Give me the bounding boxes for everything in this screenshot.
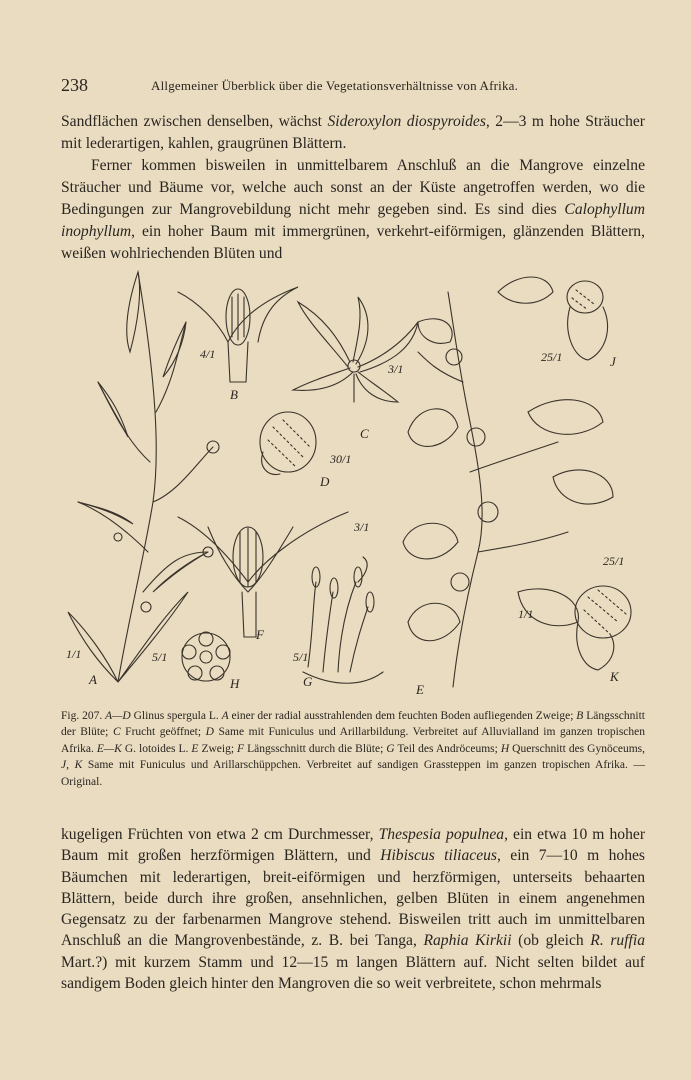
text-run: Glinus spergula L. (130, 710, 222, 722)
italic-term: D (205, 726, 214, 739)
scale-H: 5/1 (152, 650, 168, 664)
drawing-D-seed (260, 412, 316, 475)
text-run: kugeligen Früchten von etwa 2 cm Durchmesser, (61, 826, 379, 843)
text-run: Teil des Andröceums; (394, 742, 501, 755)
body-text-bottom (61, 824, 645, 994)
page-header (61, 75, 646, 97)
text-run: , ein etwa 10 m hoher Baum mit großen herzförmigen Blättern, und (61, 826, 646, 865)
botanical-illustration (58, 262, 648, 702)
italic-term: Raphia Kirkii (423, 932, 512, 950)
figure-caption (61, 708, 645, 790)
drawing-B-flower-section (178, 287, 298, 382)
paragraph (61, 111, 645, 155)
paragraph (61, 824, 645, 994)
italic-term: A (221, 710, 229, 722)
text-run: Fig. 207. (61, 710, 106, 722)
text-run: Zweig; (198, 742, 238, 755)
text-run: Querschnitt des Gynöceums, (509, 742, 645, 755)
scale-B: 4/1 (200, 347, 216, 361)
page-number: 238 (61, 75, 88, 95)
figure-label-C: C (360, 426, 369, 441)
italic-term: F (237, 742, 245, 755)
scale-F: 3/1 (354, 520, 370, 534)
scale-D: 30/1 (330, 452, 352, 466)
italic-term: Hibiscus tiliaceus (380, 847, 497, 865)
figure-label-G: G (303, 674, 313, 689)
figure-label-A: A (89, 672, 97, 687)
italic-term: G (386, 742, 395, 755)
running-head: Allgemeiner Überblick über die Vegetationsverhältnisse von Afrika. (151, 78, 519, 93)
italic-term: Calophyllum inophyllum (61, 201, 645, 240)
scale-J: 25/1 (541, 350, 563, 364)
text-run: Same mit Funiculus und Arillarbildung. Verbreitet auf Alluvialland im ganzen tropischen Afrika. (61, 726, 646, 755)
italic-term: C (112, 726, 121, 739)
italic-term: E—K (96, 742, 122, 755)
figure-label-H: H (230, 676, 240, 691)
text-run: Sandflächen zwischen denselben, wächst (61, 113, 328, 130)
drawing-K-seed (575, 586, 631, 670)
text-run: Längsschnitt durch die Blüte; (244, 742, 387, 755)
scale-G: 5/1 (293, 650, 309, 664)
text-run: , ein hoher Baum mit immergrünen, verkehrt-eiförmigen, glänzenden Blättern, weißen wohlriechenden Blüten und (61, 223, 645, 262)
text-run: Same mit Funiculus und Arillarschüppchen. Verbreitet auf sandigen Grassteppen im ganzen tropischen Afrika. — Original. (61, 759, 645, 788)
figure-label-J: J (610, 354, 616, 369)
scale-E: 1/1 (518, 607, 534, 621)
text-run: G. lotoides L. (121, 742, 192, 755)
figure-label-D: D (320, 474, 330, 489)
drawing-J-seed (567, 281, 608, 360)
drawing-E-branch (403, 277, 613, 687)
text-run: , ein 7—10 m hohes Bäumchen mit lederartigen, breit-eiförmigen und herzförmigen, unterseits behaarten Blättern, beide durch ihre großen, ansehnlichen, gelben Blüten in einem angenehmen Gegensatz zu der farbenarmen Mangrove stehend. Bisweilen tritt auch im unmittelbaren Anschluß an die Mangrovenbestände, z. B. bei Tanga, (61, 847, 645, 950)
italic-term: E (191, 742, 199, 755)
caption-text (61, 710, 645, 788)
text-run: Ferner kommen bisweilen in unmittelbarem Anschluß an die Mangrove einzelne Sträucher und Bäume vor, welche auch sonst an der Küste angetroffen werden, wo die Bedingungen zur Mangrovebildung nicht mehr gegeben sind. Es sind dies (61, 157, 645, 218)
figure-label-B: B (230, 387, 238, 402)
text-run: Mart.?) mit kurzem Stamm und 12—15 m langen Blättern auf. Nicht selten bildet auf sandigem Boden gleich hinter den Mangroven die so weit verbreitete, schon mehrmals (61, 953, 645, 993)
drawing-H-cross-section (182, 632, 230, 681)
text-run: Frucht geöffnet; (120, 726, 206, 739)
italic-term: J, K (61, 759, 83, 772)
drawing-F-flower-section (178, 512, 348, 637)
figure-label-E: E (416, 682, 424, 697)
italic-term: B (576, 710, 584, 722)
drawing-A-branch (68, 272, 219, 682)
drawing-G-stamens (303, 557, 383, 683)
text-run: (ob gleich (511, 932, 591, 950)
botanical-figure (58, 262, 648, 702)
figure-label-K: K (610, 669, 619, 684)
text-run: Längsschnitt der Blüte; (61, 710, 645, 739)
italic-term: Sideroxylon diospyroides (327, 113, 486, 130)
italic-term: H (500, 742, 510, 755)
text-run: , 2—3 m hohe Sträucher mit lederartigen, kahlen, graugrünen Blättern. (61, 113, 645, 152)
figure-label-F: F (256, 627, 264, 642)
paragraph (61, 155, 645, 265)
italic-term: A—D (105, 710, 131, 722)
scale-A: 1/1 (66, 647, 82, 661)
text-run: einer der radial ausstrahlenden dem feuchten Boden aufliegenden Zweige; (228, 710, 577, 722)
italic-term: Thespesia populnea (378, 826, 505, 843)
drawing-C-opened-fruit (293, 297, 418, 402)
scale-C: 3/1 (388, 362, 404, 376)
body-text-top (61, 111, 645, 265)
italic-term: R. ruffia (590, 932, 645, 950)
scale-K: 25/1 (603, 554, 625, 568)
